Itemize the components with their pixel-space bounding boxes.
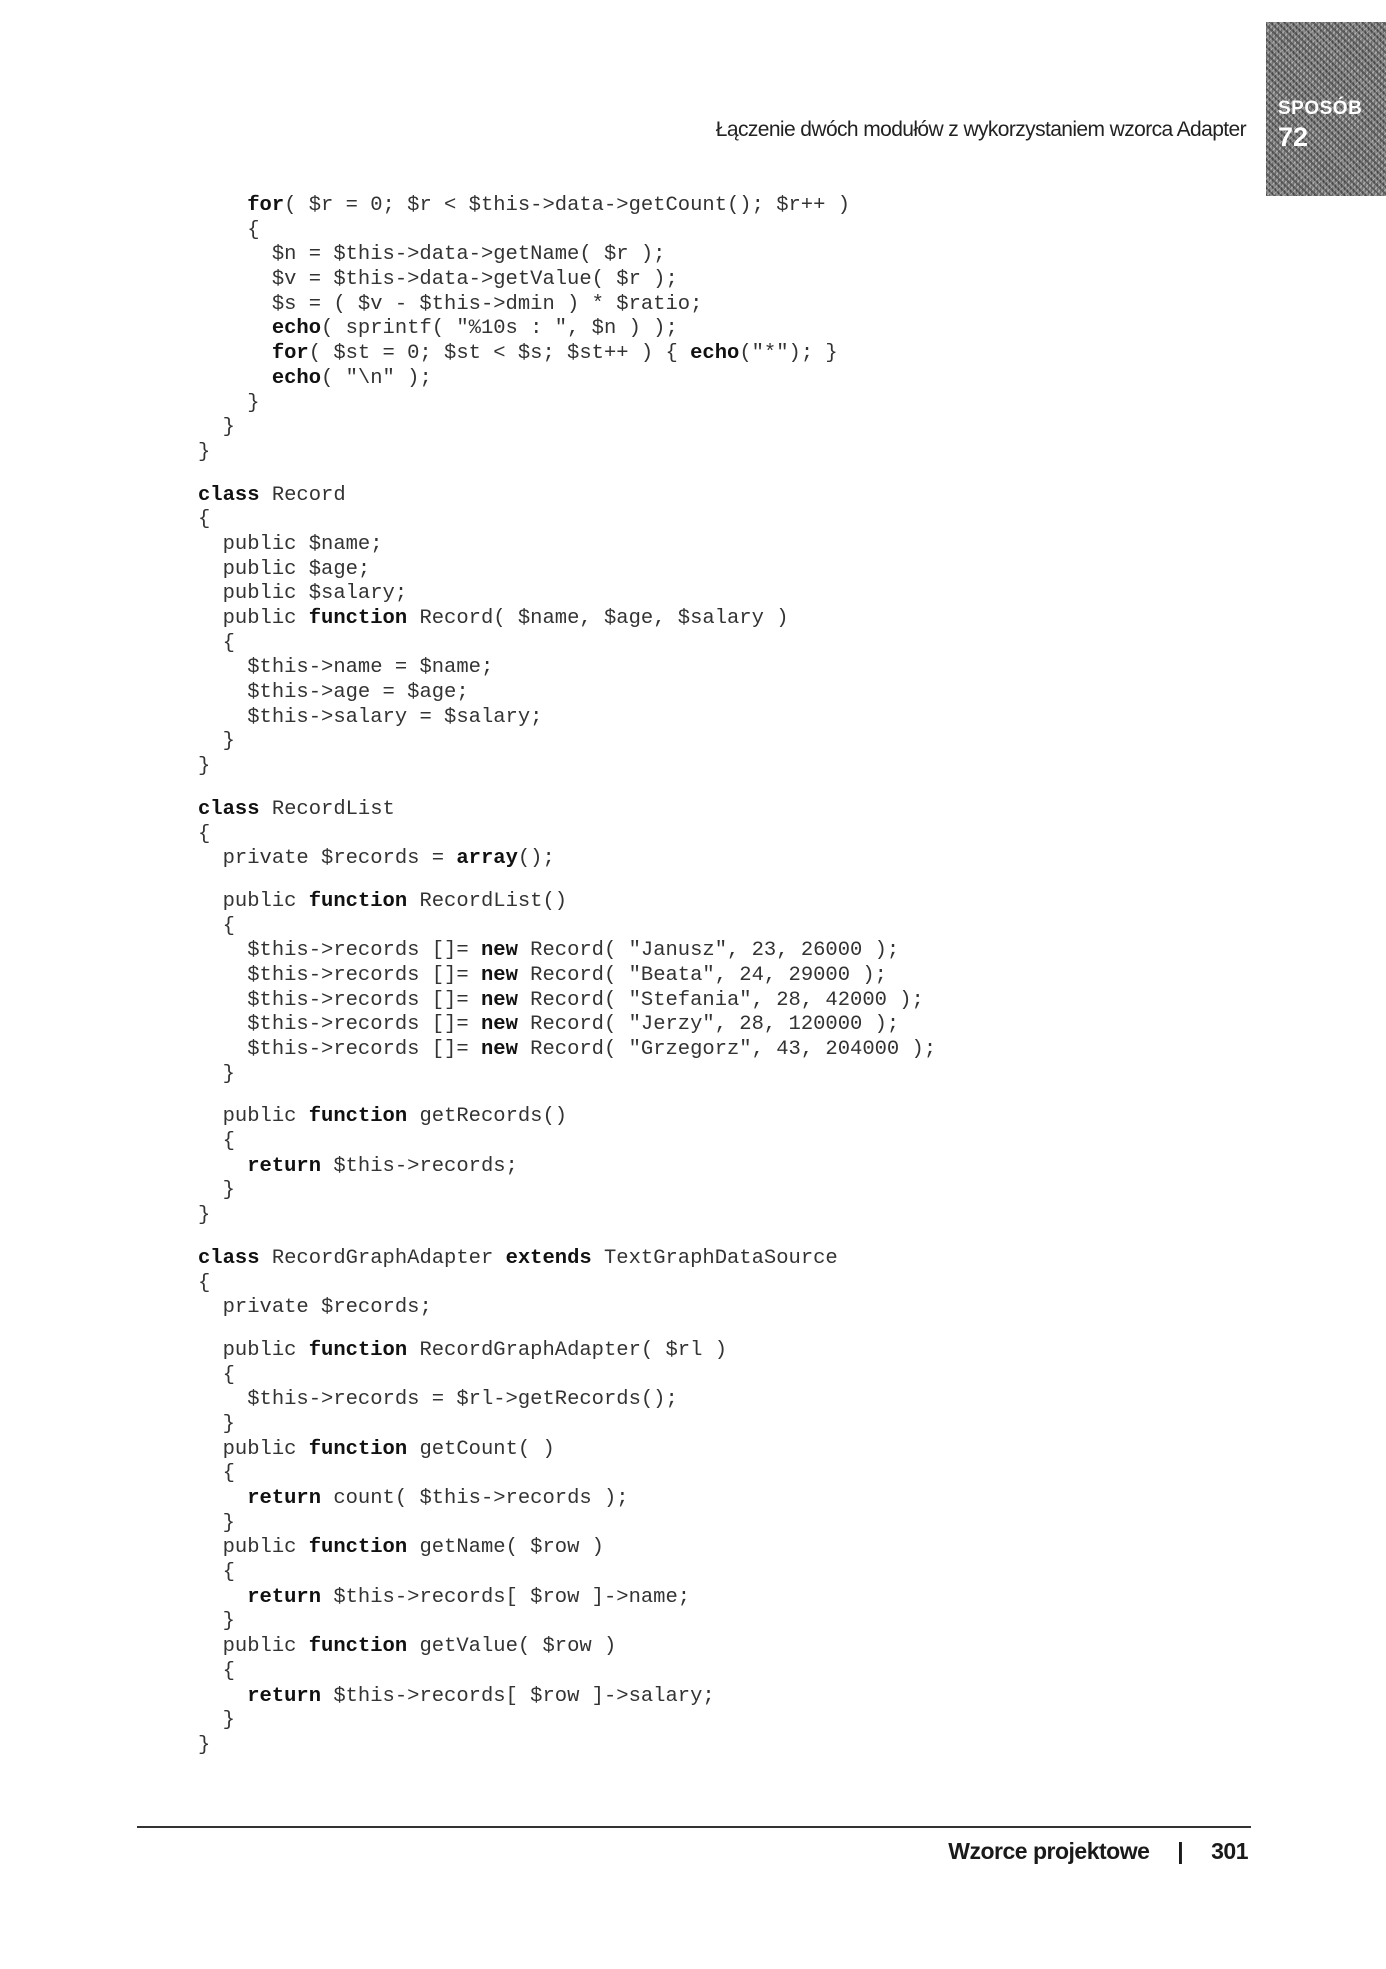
code-text: $this->records[ $row ]->salary; (321, 1684, 715, 1708)
code-text: $this->name = $name; (247, 656, 494, 680)
code-text: $n = $this->data->getName( $r ); (271, 243, 666, 267)
code-line (198, 890, 936, 915)
code-text: { (222, 1462, 235, 1486)
code-text: public (222, 1536, 309, 1560)
code-keyword: function (308, 889, 408, 913)
code-text: { (247, 218, 260, 242)
footer-separator: | (1177, 1838, 1184, 1864)
code-text: public (222, 1338, 309, 1362)
code-text: Record( "Stefania", 28, 42000 ); (517, 988, 924, 1012)
code-text: RecordGraphAdapter (259, 1246, 506, 1270)
code-line (198, 1709, 936, 1734)
code-line (198, 1105, 936, 1130)
code-keyword: for (247, 194, 285, 217)
code-keyword: for (271, 342, 309, 366)
code-text: { (222, 1659, 235, 1683)
code-text: ( sprintf( "%10s : ", $n ) ); (321, 317, 678, 341)
code-line (198, 964, 936, 989)
code-line (198, 1204, 936, 1229)
code-blank-line (198, 1087, 936, 1105)
code-line (198, 484, 936, 509)
code-keyword: function (308, 1437, 408, 1461)
code-line (198, 1586, 936, 1611)
code-line (198, 607, 936, 632)
code-text: $this->records []= (247, 988, 481, 1012)
code-line (198, 823, 936, 848)
code-line (198, 1610, 936, 1635)
code-line (198, 681, 936, 706)
code-text: $this->records; (321, 1154, 518, 1178)
code-keyword: new (480, 988, 518, 1012)
code-text: public (222, 1437, 309, 1461)
code-line (198, 416, 936, 441)
code-line (198, 533, 936, 558)
code-line (198, 1155, 936, 1180)
code-text: } (222, 1062, 235, 1086)
code-line (198, 1685, 936, 1710)
code-keyword: array (456, 847, 518, 871)
code-text: Record( "Grzegorz", 43, 204000 ); (517, 1038, 937, 1061)
code-line (198, 755, 936, 780)
code-text: } (198, 1204, 211, 1228)
code-line (198, 798, 936, 823)
code-keyword: class (198, 1246, 260, 1270)
code-text: public (222, 607, 309, 630)
code-line (198, 293, 936, 318)
code-text: $this->records []= (247, 939, 481, 963)
code-text: } (222, 1511, 235, 1535)
code-line (198, 558, 936, 583)
code-text: getCount( ) (407, 1437, 555, 1461)
code-line (198, 1364, 936, 1389)
code-text: { (198, 1271, 211, 1295)
code-text: { (222, 1363, 235, 1387)
footer-rule (137, 1826, 1251, 1828)
code-line (198, 1438, 936, 1463)
code-text: RecordList (259, 797, 395, 821)
code-text: ("*"); } (739, 342, 838, 366)
code-text: } (222, 416, 235, 440)
code-keyword: echo (271, 366, 322, 390)
code-keyword: function (308, 1105, 408, 1129)
code-keyword: new (480, 963, 518, 987)
code-line (198, 1063, 936, 1088)
code-line (198, 1038, 936, 1063)
page-number: 301 (1211, 1838, 1248, 1864)
code-line (198, 508, 936, 533)
code-text: $this->records = $rl->getRecords(); (247, 1388, 678, 1412)
code-line (198, 1512, 936, 1537)
code-text: ( $r = 0; $r < $this->data->getCount(); $r++ ) (284, 194, 851, 217)
code-text: TextGraphDataSource (591, 1246, 838, 1270)
code-line (198, 317, 936, 342)
code-keyword: echo (690, 342, 740, 366)
code-text: public $name; (222, 532, 383, 556)
code-line (198, 1388, 936, 1413)
code-text: { (198, 508, 211, 532)
code-text: { (222, 914, 235, 938)
code-text: $this->records []= (247, 963, 481, 987)
code-keyword: function (308, 607, 408, 630)
code-line (198, 706, 936, 731)
code-keyword: return (247, 1487, 322, 1510)
code-line (198, 1013, 936, 1038)
code-keyword: function (308, 1338, 408, 1362)
code-keyword: return (247, 1585, 322, 1609)
running-header-title: Łączenie dwóch modułów z wykorzystaniem wzorca Adapter (715, 118, 1246, 141)
code-text: $this->salary = $salary; (247, 705, 543, 729)
code-line (198, 730, 936, 755)
code-keyword: return (247, 1684, 322, 1708)
code-text: } (222, 1179, 235, 1203)
code-text: Record( $name, $age, $salary ) (407, 607, 789, 630)
code-text: $this->records []= (247, 1038, 481, 1061)
code-keyword: class (198, 797, 260, 821)
code-keyword: return (247, 1154, 322, 1178)
code-text: $this->records[ $row ]->name; (321, 1585, 691, 1609)
code-line (198, 367, 936, 392)
code-keyword: extends (505, 1246, 592, 1270)
code-text: } (198, 755, 211, 779)
code-line (198, 1660, 936, 1685)
code-keyword: echo (271, 317, 322, 341)
code-line (198, 1339, 936, 1364)
code-line (198, 989, 936, 1014)
code-text: count( $this->records ); (321, 1487, 629, 1510)
code-keyword: new (480, 939, 518, 963)
code-keyword: function (308, 1536, 408, 1560)
code-text: Record( "Beata", 24, 29000 ); (517, 963, 887, 987)
code-text: (); (517, 847, 555, 871)
code-line (198, 1247, 936, 1272)
code-text: private $records; (222, 1296, 432, 1320)
code-line (198, 632, 936, 657)
code-text: } (222, 1610, 235, 1634)
code-text: } (222, 1709, 235, 1733)
code-line (198, 1462, 936, 1487)
code-blank-line (198, 466, 936, 484)
code-text: Record (259, 483, 346, 507)
code-line (198, 441, 936, 466)
code-text: public (222, 889, 309, 913)
code-text: } (198, 1733, 211, 1757)
code-line (198, 915, 936, 940)
code-line (198, 342, 936, 367)
code-text: { (222, 631, 235, 655)
code-text: } (222, 730, 235, 754)
code-text: ( "\n" ); (321, 366, 432, 390)
code-text: ( $st = 0; $st < $s; $st++ ) { (308, 342, 691, 366)
code-keyword: function (308, 1635, 408, 1659)
code-line (198, 243, 936, 268)
code-line (198, 1272, 936, 1297)
code-text: $s = ( $v - $this->dmin ) * $ratio; (271, 292, 703, 316)
code-blank-line (198, 872, 936, 890)
code-line (198, 1179, 936, 1204)
code-line (198, 1130, 936, 1155)
code-line (198, 1536, 936, 1561)
code-text: $v = $this->data->getValue( $r ); (271, 268, 678, 292)
code-line (198, 939, 936, 964)
code-text: getRecords() (407, 1105, 568, 1129)
code-line (198, 1734, 936, 1759)
code-text: { (222, 1561, 235, 1585)
code-line (198, 847, 936, 872)
badge-number: 72 (1278, 122, 1309, 152)
code-line (198, 1413, 936, 1438)
badge-label: SPOSÓB (1278, 98, 1363, 119)
code-line (198, 582, 936, 607)
code-line (198, 1561, 936, 1586)
code-line (198, 268, 936, 293)
code-line (198, 1635, 936, 1660)
code-text: public (222, 1635, 309, 1659)
code-line (198, 656, 936, 681)
code-text: Record( "Jerzy", 28, 120000 ); (517, 1013, 900, 1037)
code-text: RecordList() (407, 889, 568, 913)
code-text: public (222, 1105, 309, 1129)
code-text: $this->records []= (247, 1013, 481, 1037)
code-text: $this->age = $age; (247, 681, 469, 705)
code-text: { (222, 1130, 235, 1154)
footer (948, 1838, 1248, 1865)
code-listing (198, 194, 936, 1759)
code-text: Record( "Janusz", 23, 26000 ); (517, 939, 900, 963)
code-line (198, 194, 936, 219)
code-line (198, 1296, 936, 1321)
footer-book-title: Wzorce projektowe (948, 1838, 1150, 1864)
code-blank-line (198, 780, 936, 798)
code-text: RecordGraphAdapter( $rl ) (407, 1338, 728, 1362)
code-blank-line (198, 1321, 936, 1339)
code-text: private $records = (222, 847, 457, 871)
code-text: } (222, 1412, 235, 1436)
code-blank-line (198, 1229, 936, 1247)
code-text: getValue( $row ) (407, 1635, 617, 1659)
code-keyword: new (480, 1013, 518, 1037)
code-text: public $salary; (222, 582, 408, 606)
code-text: { (198, 822, 211, 846)
code-text: } (247, 391, 260, 415)
code-keyword: class (198, 483, 260, 507)
code-keyword: new (480, 1038, 518, 1061)
code-text: getName( $row ) (407, 1536, 604, 1560)
code-text: public $age; (222, 557, 371, 581)
code-line (198, 392, 936, 417)
code-text: } (198, 440, 211, 464)
code-line (198, 219, 936, 244)
chapter-badge (1266, 22, 1386, 196)
code-line (198, 1487, 936, 1512)
